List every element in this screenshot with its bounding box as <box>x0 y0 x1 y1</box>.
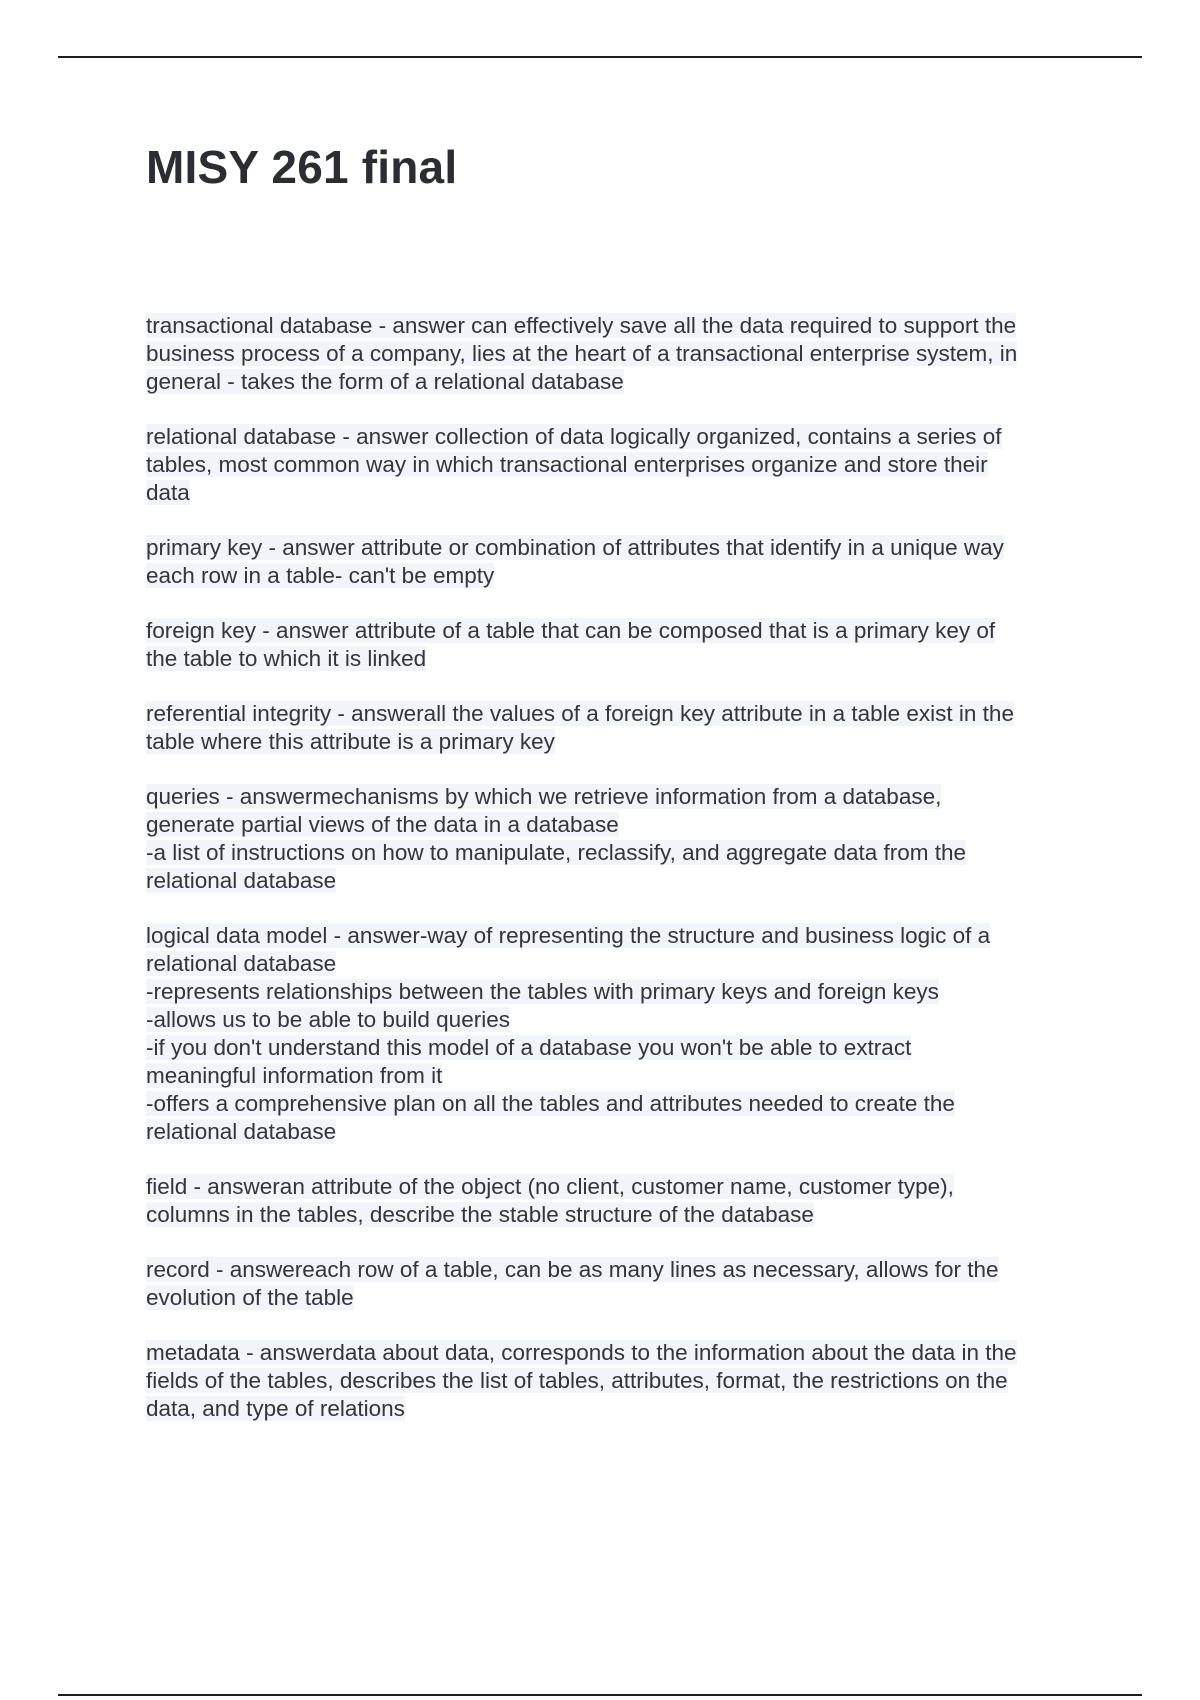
entry-line: -offers a comprehensive plan on all the tables and attributes needed to create the <box>146 1091 955 1116</box>
entry-primary-key <box>146 534 1086 590</box>
entry-line: -allows us to be able to build queries <box>146 1007 510 1032</box>
entry-line: field - answeran attribute of the object (no client, customer name, customer type), <box>146 1174 954 1199</box>
entry-referential-integrity <box>146 700 1086 756</box>
entry-metadata <box>146 1339 1086 1423</box>
entry-line: relational database <box>146 868 337 893</box>
entry-line: queries - answermechanisms by which we retrieve information from a database, <box>146 784 942 809</box>
entry-line: record - answereach row of a table, can be as many lines as necessary, allows for the <box>146 1257 999 1282</box>
entry-transactional-database <box>146 312 1086 396</box>
entry-line: transactional database - answer can effectively save all the data required to support the <box>146 313 1017 338</box>
entry-record <box>146 1256 1086 1312</box>
entry-line: referential integrity - answerall the values of a foreign key attribute in a table exist in the <box>146 701 1014 726</box>
entry-line: relational database - answer collection of data logically organized, contains a series of <box>146 424 1002 449</box>
entry-line: business process of a company, lies at the heart of a transactional enterprise system, in <box>146 341 1018 366</box>
entry-line: data, and type of relations <box>146 1396 405 1421</box>
entry-line: foreign key - answer attribute of a table that can be composed that is a primary key of <box>146 618 996 643</box>
entry-line: tables, most common way in which transactional enterprises organize and store their <box>146 452 988 477</box>
entry-field <box>146 1173 1086 1229</box>
entry-line: table where this attribute is a primary key <box>146 729 555 754</box>
entry-line: -if you don't understand this model of a database you won't be able to extract <box>146 1035 912 1060</box>
entry-relational-database <box>146 423 1086 507</box>
entry-logical-data-model <box>146 922 1086 1146</box>
page-title: MISY 261 final <box>146 141 458 193</box>
entry-line: meaningful information from it <box>146 1063 443 1088</box>
entry-foreign-key <box>146 617 1086 673</box>
entry-line: relational database <box>146 1119 337 1144</box>
entry-line: logical data model - answer-way of representing the structure and business logic of a <box>146 923 991 948</box>
bottom-divider <box>58 1694 1142 1696</box>
entry-line: columns in the tables, describe the stable structure of the database <box>146 1202 814 1227</box>
top-divider <box>58 56 1142 58</box>
entry-line: the table to which it is linked <box>146 646 427 671</box>
entry-line: each row in a table- can't be empty <box>146 563 495 588</box>
entry-line: -represents relationships between the tables with primary keys and foreign keys <box>146 979 939 1004</box>
entry-queries <box>146 783 1086 895</box>
entry-line: generate partial views of the data in a database <box>146 812 619 837</box>
entry-line: primary key - answer attribute or combination of attributes that identify in a unique way <box>146 535 1004 560</box>
entry-line: relational database <box>146 951 337 976</box>
entry-line: fields of the tables, describes the list of tables, attributes, format, the restrictions on the <box>146 1368 1008 1393</box>
entry-line: -a list of instructions on how to manipulate, reclassify, and aggregate data from the <box>146 840 967 865</box>
entry-line: metadata - answerdata about data, corresponds to the information about the data in the <box>146 1340 1017 1365</box>
entry-line: data <box>146 480 190 505</box>
entry-line: evolution of the table <box>146 1285 354 1310</box>
entry-line: general - takes the form of a relational database <box>146 369 624 394</box>
entry-list <box>146 312 1086 1450</box>
